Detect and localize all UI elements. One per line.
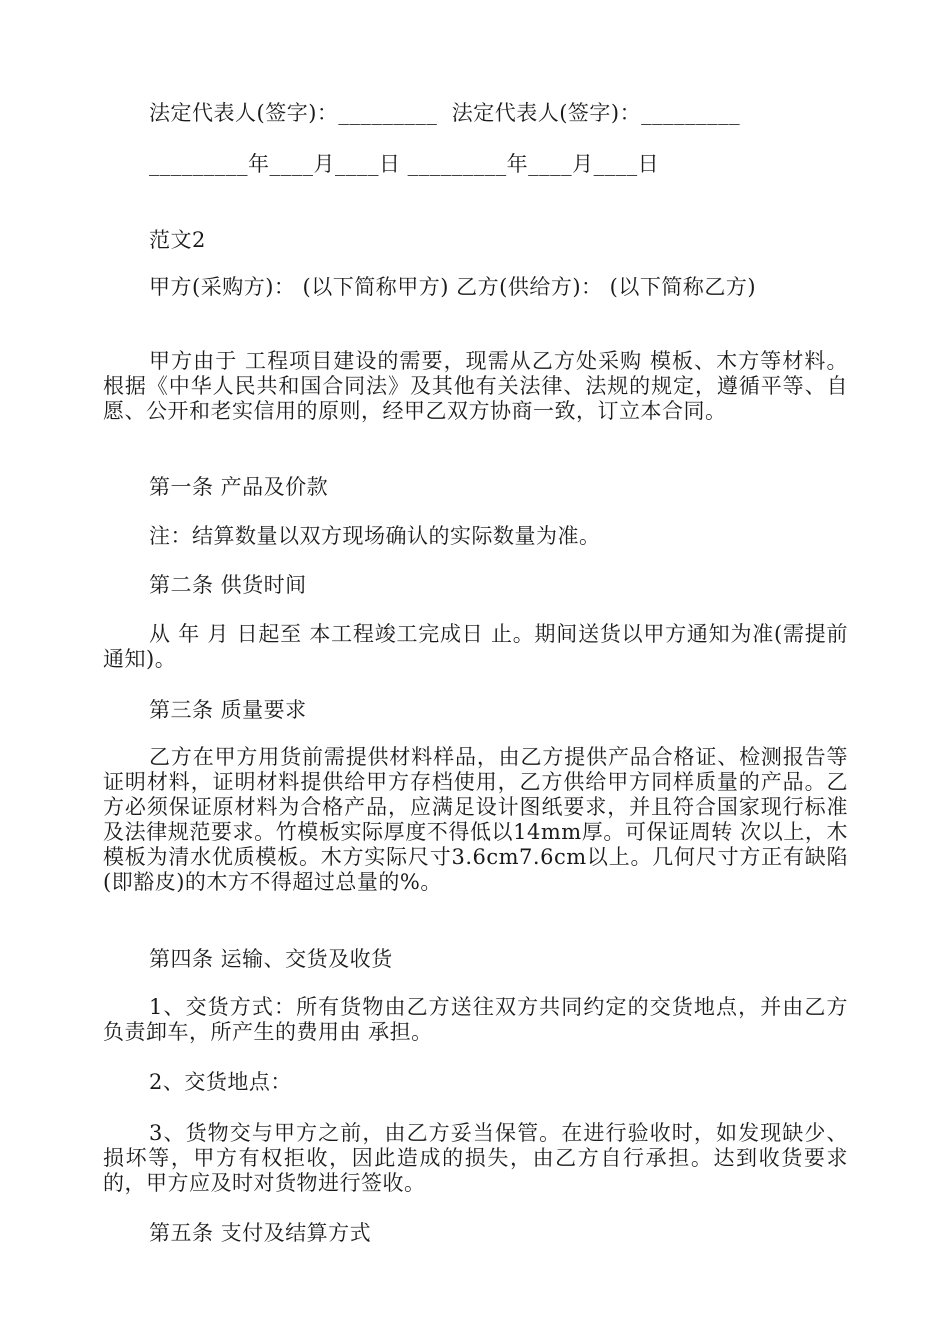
parties-paragraph: 甲方(采购方)： (以下简称甲方) 乙方(供给方)： (以下简称乙方) <box>149 275 757 299</box>
article-2-heading: 第二条 供货时间 <box>149 573 307 597</box>
signature-line: 法定代表人(签字)：_________ 法定代表人(签字)：_________ <box>149 101 741 125</box>
date-line: _________年____月____日 _________年____月____日 <box>149 152 660 176</box>
article-1-note: 注：结算数量以双方现场确认的实际数量为准。 <box>149 524 601 548</box>
article-5-heading: 第五条 支付及结算方式 <box>149 1221 372 1245</box>
article-4-item-3: 3、货物交与甲方之前，由乙方妥当保管。在进行验收时，如发现缺少、损坏等，甲方有权拒收，因此造成的损失，由乙方自行承担。达到收货要求的，甲方应及时对货物进行签收。 <box>103 1121 848 1195</box>
article-2-body: 从 年 月 日起至 本工程竣工完成日 止。期间送货以甲方通知为准(需提前通知)。 <box>103 622 848 671</box>
article-3-body: 乙方在甲方用货前需提供材料样品，由乙方提供产品合格证、检测报告等证明材料，证明材料提供给甲方存档使用，乙方供给甲方同样质量的产品。乙方必须保证原材料为合格产品，应满足设计图纸要求，并且符合国家现行标准及法律规范要求。竹模板实际厚度不得低以14mm厚。可保证周转 次以上，木模板为清水优质模板。木方实际尺寸3.6cm7.6cm以上。几何尺寸方正有缺陷(即豁皮)的木方不得超过总量的%。 <box>103 745 848 894</box>
section-title: 范文2 <box>149 228 206 252</box>
article-4-heading: 第四条 运输、交货及收货 <box>149 947 393 971</box>
article-4-item-2: 2、交货地点： <box>149 1070 292 1094</box>
article-1-heading: 第一条 产品及价款 <box>149 475 329 499</box>
article-4-item-1: 1、交货方式：所有货物由乙方送往双方共同约定的交货地点，并由乙方负责卸车，所产生的费用由 承担。 <box>103 995 848 1044</box>
intro-paragraph: 甲方由于 工程项目建设的需要，现需从乙方处采购 模板、木方等材料。根据《中华人民共和国合同法》及其他有关法律、法规的规定，遵循平等、自愿、公开和老实信用的原则，经甲乙双方协商一致，订立本合同。 <box>103 349 848 423</box>
article-3-heading: 第三条 质量要求 <box>149 698 307 722</box>
